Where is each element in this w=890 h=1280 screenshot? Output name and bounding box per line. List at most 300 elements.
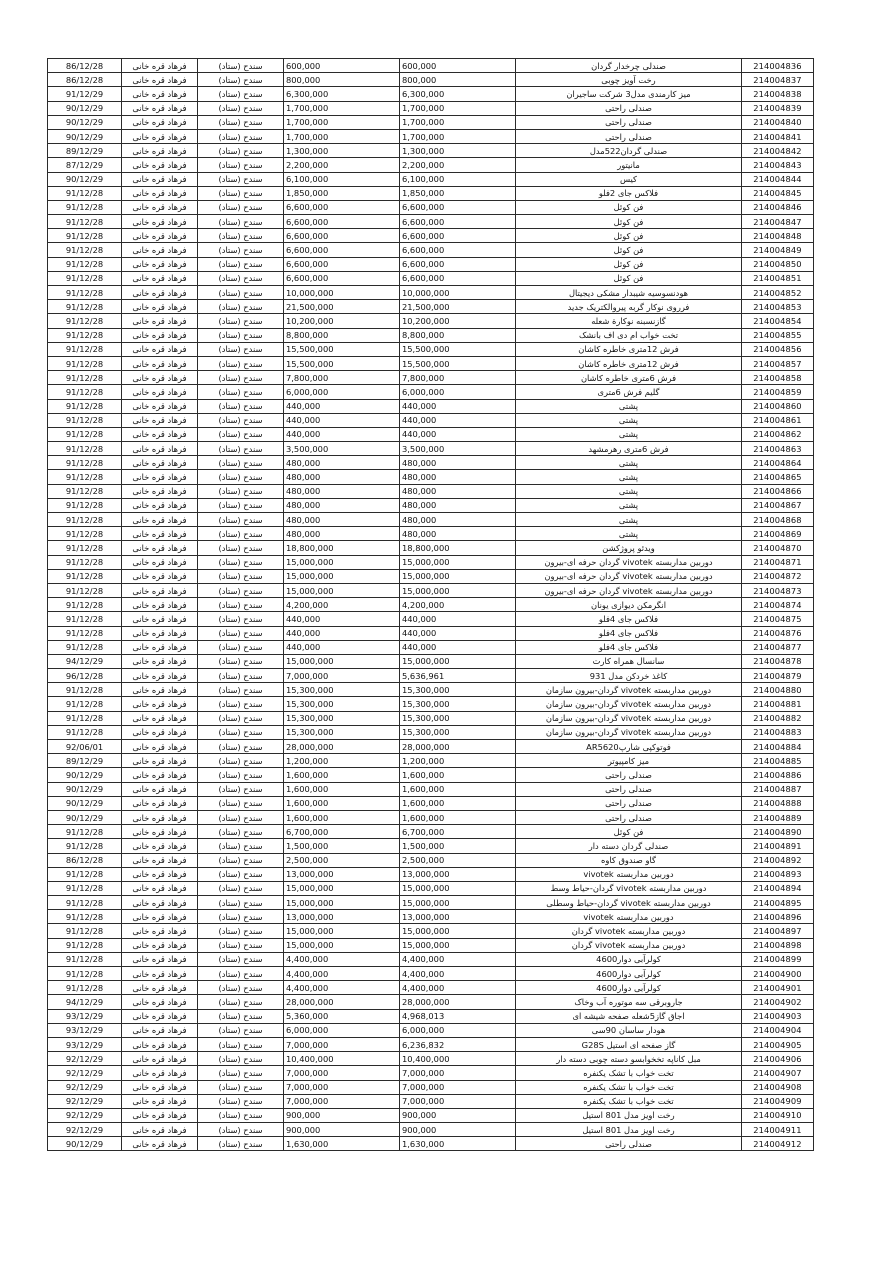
cell-date: 91/12/28	[48, 867, 122, 881]
cell-party: فرهاد قره خانی	[122, 1009, 198, 1023]
table-row	[48, 711, 814, 725]
cell-party: فرهاد قره خانی	[122, 59, 198, 73]
cell-description: فرروی نوکار گربه پیروالکتریک جدید	[516, 300, 742, 314]
cell-date: 91/12/28	[48, 825, 122, 839]
cell-item-code: 214004886	[742, 768, 814, 782]
table-row	[48, 286, 814, 300]
cell-doc-type: سندح (ستاد)	[198, 215, 284, 229]
table-row	[48, 215, 814, 229]
cell-date: 91/12/28	[48, 356, 122, 370]
cell-description: گلیم فرش 6متری	[516, 385, 742, 399]
cell-description: صندلی راحتی	[516, 1137, 742, 1151]
cell-date: 91/12/28	[48, 243, 122, 257]
cell-doc-type: سندح (ستاد)	[198, 144, 284, 158]
cell-doc-type: سندح (ستاد)	[198, 853, 284, 867]
cell-value: 15,000,000	[284, 924, 400, 938]
cell-description: میز کارمندی مدل3 شرکت ساجیران	[516, 87, 742, 101]
cell-party: فرهاد قره خانی	[122, 725, 198, 739]
cell-doc-type: سندح (ستاد)	[198, 314, 284, 328]
cell-doc-type: سندح (ستاد)	[198, 697, 284, 711]
cell-value: 4,400,000	[284, 981, 400, 995]
cell-doc-type: سندح (ستاد)	[198, 640, 284, 654]
cell-value: 6,600,000	[284, 229, 400, 243]
table-row	[48, 129, 814, 143]
table-row	[48, 271, 814, 285]
cell-value: 15,300,000	[284, 697, 400, 711]
cell-description: رخت آویز چوبی	[516, 73, 742, 87]
cell-date: 90/12/29	[48, 782, 122, 796]
cell-party: فرهاد قره خانی	[122, 115, 198, 129]
cell-date: 91/12/28	[48, 598, 122, 612]
cell-value: 15,000,000	[284, 654, 400, 668]
cell-party: فرهاد قره خانی	[122, 782, 198, 796]
cell-description: فن کوئل	[516, 229, 742, 243]
cell-party: فرهاد قره خانی	[122, 371, 198, 385]
cell-value: 440,000	[284, 427, 400, 441]
cell-doc-type: سندح (ستاد)	[198, 810, 284, 824]
cell-doc-type: سندح (ستاد)	[198, 612, 284, 626]
cell-value: 480,000	[284, 527, 400, 541]
cell-date: 91/12/28	[48, 442, 122, 456]
cell-doc-type: سندح (ستاد)	[198, 257, 284, 271]
cell-item-code: 214004895	[742, 896, 814, 910]
cell-party: فرهاد قره خانی	[122, 427, 198, 441]
cell-party: فرهاد قره خانی	[122, 73, 198, 87]
cell-item-code: 214004836	[742, 59, 814, 73]
cell-doc-type: سندح (ستاد)	[198, 200, 284, 214]
cell-date: 91/12/28	[48, 555, 122, 569]
cell-date: 91/12/28	[48, 342, 122, 356]
cell-description: مبل کاناپه تخخوابسو دسته چوبی دسته دار	[516, 1052, 742, 1066]
cell-doc-type: سندح (ستاد)	[198, 229, 284, 243]
cell-item-code: 214004911	[742, 1123, 814, 1137]
cell-date: 92/12/29	[48, 1052, 122, 1066]
cell-doc-type: سندح (ستاد)	[198, 725, 284, 739]
cell-item-code: 214004873	[742, 583, 814, 597]
cell-value: 5,360,000	[284, 1009, 400, 1023]
cell-amount: 15,000,000	[400, 569, 516, 583]
cell-party: فرهاد قره خانی	[122, 186, 198, 200]
cell-party: فرهاد قره خانی	[122, 711, 198, 725]
cell-amount: 6,236,832	[400, 1037, 516, 1051]
cell-amount: 13,000,000	[400, 867, 516, 881]
cell-party: فرهاد قره خانی	[122, 683, 198, 697]
cell-amount: 6,600,000	[400, 243, 516, 257]
cell-party: فرهاد قره خانی	[122, 328, 198, 342]
table-row	[48, 754, 814, 768]
cell-amount: 900,000	[400, 1108, 516, 1122]
table-row	[48, 1094, 814, 1108]
cell-doc-type: سندح (ستاد)	[198, 967, 284, 981]
cell-item-code: 214004875	[742, 612, 814, 626]
cell-date: 86/12/28	[48, 59, 122, 73]
cell-value: 15,300,000	[284, 711, 400, 725]
table-row	[48, 683, 814, 697]
cell-date: 92/12/29	[48, 1066, 122, 1080]
cell-party: فرهاد قره خانی	[122, 583, 198, 597]
cell-description: دوربین مداربسته vivotek	[516, 910, 742, 924]
cell-amount: 15,300,000	[400, 711, 516, 725]
cell-doc-type: سندح (ستاد)	[198, 470, 284, 484]
cell-item-code: 214004901	[742, 981, 814, 995]
table-row	[48, 768, 814, 782]
cell-description: دوربین مداربسته vivotek گردان حرفه ای-بیرون	[516, 569, 742, 583]
cell-doc-type: سندح (ستاد)	[198, 328, 284, 342]
cell-party: فرهاد قره خانی	[122, 896, 198, 910]
cell-party: فرهاد قره خانی	[122, 399, 198, 413]
cell-amount: 1,600,000	[400, 768, 516, 782]
cell-date: 91/12/28	[48, 626, 122, 640]
cell-party: فرهاد قره خانی	[122, 839, 198, 853]
cell-amount: 2,500,000	[400, 853, 516, 867]
table-row	[48, 569, 814, 583]
table-row	[48, 598, 814, 612]
cell-description: پشتی	[516, 427, 742, 441]
cell-date: 91/12/28	[48, 640, 122, 654]
cell-description: اجاق گاز5شعله صفحه شیشه ای	[516, 1009, 742, 1023]
cell-party: فرهاد قره خانی	[122, 257, 198, 271]
cell-description: انگرمکن دیوازی یونان	[516, 598, 742, 612]
cell-item-code: 214004842	[742, 144, 814, 158]
table-row	[48, 314, 814, 328]
cell-date: 91/12/28	[48, 286, 122, 300]
cell-item-code: 214004861	[742, 413, 814, 427]
cell-amount: 15,300,000	[400, 725, 516, 739]
cell-doc-type: سندح (ستاد)	[198, 839, 284, 853]
cell-value: 800,000	[284, 73, 400, 87]
cell-amount: 6,600,000	[400, 215, 516, 229]
cell-amount: 2,200,000	[400, 158, 516, 172]
cell-description: رخت اویز مدل 801 استیل	[516, 1123, 742, 1137]
cell-item-code: 214004838	[742, 87, 814, 101]
cell-value: 6,700,000	[284, 825, 400, 839]
cell-value: 6,600,000	[284, 271, 400, 285]
cell-doc-type: سندح (ستاد)	[198, 896, 284, 910]
table-row	[48, 1108, 814, 1122]
cell-description: دوربین مداربسته vivotek	[516, 867, 742, 881]
cell-description: دوربین مداربسته vivotek گردان	[516, 924, 742, 938]
cell-description: گاو صندوق کاوه	[516, 853, 742, 867]
table-row	[48, 115, 814, 129]
cell-doc-type: سندح (ستاد)	[198, 87, 284, 101]
cell-party: فرهاد قره خانی	[122, 229, 198, 243]
cell-party: فرهاد قره خانی	[122, 456, 198, 470]
cell-description: تخت خواب با تشک یکنفره	[516, 1080, 742, 1094]
cell-date: 91/12/28	[48, 938, 122, 952]
table-row	[48, 484, 814, 498]
cell-description: صندلی گردان دسته دار	[516, 839, 742, 853]
cell-doc-type: سندح (ستاد)	[198, 995, 284, 1009]
cell-item-code: 214004854	[742, 314, 814, 328]
cell-value: 1,600,000	[284, 768, 400, 782]
cell-description: صندلی راحتی	[516, 782, 742, 796]
table-row	[48, 583, 814, 597]
cell-item-code: 214004892	[742, 853, 814, 867]
cell-item-code: 214004864	[742, 456, 814, 470]
cell-doc-type: سندح (ستاد)	[198, 924, 284, 938]
cell-doc-type: سندح (ستاد)	[198, 555, 284, 569]
table-row	[48, 243, 814, 257]
cell-value: 4,400,000	[284, 967, 400, 981]
cell-party: فرهاد قره خانی	[122, 796, 198, 810]
table-row	[48, 669, 814, 683]
cell-doc-type: سندح (ستاد)	[198, 385, 284, 399]
cell-doc-type: سندح (ستاد)	[198, 129, 284, 143]
cell-value: 480,000	[284, 513, 400, 527]
cell-party: فرهاد قره خانی	[122, 967, 198, 981]
cell-description: فرش 12متری خاطره کاشان	[516, 342, 742, 356]
cell-value: 21,500,000	[284, 300, 400, 314]
cell-value: 2,200,000	[284, 158, 400, 172]
table-row	[48, 87, 814, 101]
cell-date: 91/12/28	[48, 981, 122, 995]
cell-description: پشتی	[516, 513, 742, 527]
cell-item-code: 214004909	[742, 1094, 814, 1108]
cell-item-code: 214004906	[742, 1052, 814, 1066]
cell-date: 91/12/28	[48, 527, 122, 541]
cell-description: دوربین مداربسته vivotek گردان حرفه ای-بیرون	[516, 555, 742, 569]
cell-doc-type: سندح (ستاد)	[198, 740, 284, 754]
cell-date: 91/12/28	[48, 711, 122, 725]
cell-date: 91/12/28	[48, 952, 122, 966]
cell-item-code: 214004904	[742, 1023, 814, 1037]
cell-description: فن کوئل	[516, 271, 742, 285]
cell-amount: 15,000,000	[400, 938, 516, 952]
cell-amount: 480,000	[400, 470, 516, 484]
cell-party: فرهاد قره خانی	[122, 314, 198, 328]
cell-item-code: 214004866	[742, 484, 814, 498]
cell-item-code: 214004900	[742, 967, 814, 981]
cell-value: 1,630,000	[284, 1137, 400, 1151]
cell-value: 600,000	[284, 59, 400, 73]
table-row	[48, 612, 814, 626]
table-row	[48, 427, 814, 441]
cell-amount: 1,850,000	[400, 186, 516, 200]
cell-item-code: 214004841	[742, 129, 814, 143]
table-row	[48, 200, 814, 214]
cell-doc-type: سندح (ستاد)	[198, 73, 284, 87]
table-row	[48, 924, 814, 938]
cell-description: فن کوئل	[516, 200, 742, 214]
cell-description: فرش 12متری خاطره کاشان	[516, 356, 742, 370]
cell-item-code: 214004865	[742, 470, 814, 484]
cell-amount: 7,000,000	[400, 1080, 516, 1094]
cell-description: فن کوئل	[516, 825, 742, 839]
cell-item-code: 214004908	[742, 1080, 814, 1094]
cell-amount: 4,400,000	[400, 981, 516, 995]
cell-item-code: 214004858	[742, 371, 814, 385]
table-row	[48, 995, 814, 1009]
cell-description: پشتی	[516, 456, 742, 470]
cell-amount: 8,800,000	[400, 328, 516, 342]
cell-amount: 21,500,000	[400, 300, 516, 314]
cell-party: فرهاد قره خانی	[122, 995, 198, 1009]
cell-description: هودار ساسان 90سی	[516, 1023, 742, 1037]
table-row	[48, 399, 814, 413]
cell-party: فرهاد قره خانی	[122, 158, 198, 172]
cell-doc-type: سندح (ستاد)	[198, 371, 284, 385]
cell-description: فوتوکپی شارپAR5620	[516, 740, 742, 754]
cell-value: 8,800,000	[284, 328, 400, 342]
table-row	[48, 910, 814, 924]
cell-value: 1,300,000	[284, 144, 400, 158]
cell-amount: 1,600,000	[400, 810, 516, 824]
table-row	[48, 371, 814, 385]
table-row	[48, 342, 814, 356]
cell-value: 15,500,000	[284, 356, 400, 370]
cell-description: میز کامپیوتر	[516, 754, 742, 768]
cell-date: 89/12/29	[48, 144, 122, 158]
cell-value: 10,000,000	[284, 286, 400, 300]
cell-description: فلاکس جای 2فلو	[516, 186, 742, 200]
cell-party: فرهاد قره خانی	[122, 513, 198, 527]
cell-doc-type: سندح (ستاد)	[198, 513, 284, 527]
cell-amount: 1,500,000	[400, 839, 516, 853]
table-row	[48, 626, 814, 640]
cell-description: دوربین مداربسته vivotek گردان-حیاط وسطلی	[516, 896, 742, 910]
cell-date: 92/06/01	[48, 740, 122, 754]
cell-amount: 15,000,000	[400, 583, 516, 597]
cell-party: فرهاد قره خانی	[122, 1108, 198, 1122]
cell-party: فرهاد قره خانی	[122, 740, 198, 754]
cell-description: دوربین مداربسته vivotek گردان حرفه ای-بیرون	[516, 583, 742, 597]
cell-description: صندلی راحتی	[516, 810, 742, 824]
cell-amount: 15,000,000	[400, 881, 516, 895]
cell-amount: 440,000	[400, 399, 516, 413]
cell-amount: 3,500,000	[400, 442, 516, 456]
cell-doc-type: سندح (ستاد)	[198, 754, 284, 768]
cell-party: فرهاد قره خانی	[122, 101, 198, 115]
table-row	[48, 881, 814, 895]
cell-value: 440,000	[284, 612, 400, 626]
cell-date: 89/12/29	[48, 754, 122, 768]
cell-party: فرهاد قره خانی	[122, 243, 198, 257]
cell-value: 18,800,000	[284, 541, 400, 555]
cell-date: 91/12/28	[48, 314, 122, 328]
table-row	[48, 1080, 814, 1094]
cell-date: 91/12/28	[48, 427, 122, 441]
cell-value: 440,000	[284, 399, 400, 413]
cell-item-code: 214004893	[742, 867, 814, 881]
cell-doc-type: سندح (ستاد)	[198, 683, 284, 697]
cell-description: سانسال همراه کارت	[516, 654, 742, 668]
cell-amount: 15,300,000	[400, 683, 516, 697]
cell-description: فلاکس جای 4فلو	[516, 612, 742, 626]
cell-date: 91/12/28	[48, 371, 122, 385]
cell-date: 91/12/28	[48, 924, 122, 938]
cell-date: 90/12/29	[48, 129, 122, 143]
cell-date: 91/12/28	[48, 725, 122, 739]
cell-date: 91/12/28	[48, 470, 122, 484]
cell-date: 92/12/29	[48, 1123, 122, 1137]
cell-party: فرهاد قره خانی	[122, 924, 198, 938]
cell-party: فرهاد قره خانی	[122, 1052, 198, 1066]
cell-amount: 6,600,000	[400, 200, 516, 214]
cell-party: فرهاد قره خانی	[122, 1066, 198, 1080]
cell-amount: 10,400,000	[400, 1052, 516, 1066]
cell-item-code: 214004884	[742, 740, 814, 754]
table-row	[48, 442, 814, 456]
cell-amount: 6,100,000	[400, 172, 516, 186]
cell-value: 4,400,000	[284, 952, 400, 966]
cell-date: 91/12/28	[48, 484, 122, 498]
cell-date: 90/12/29	[48, 768, 122, 782]
cell-doc-type: سندح (ستاد)	[198, 158, 284, 172]
cell-party: فرهاد قره خانی	[122, 867, 198, 881]
cell-description: هودنسوسیه شیبدار مشکی دیجیتال	[516, 286, 742, 300]
cell-doc-type: سندح (ستاد)	[198, 1108, 284, 1122]
cell-date: 92/12/29	[48, 1108, 122, 1122]
cell-value: 480,000	[284, 484, 400, 498]
cell-item-code: 214004897	[742, 924, 814, 938]
cell-amount: 6,300,000	[400, 87, 516, 101]
table-row	[48, 527, 814, 541]
table-row	[48, 385, 814, 399]
cell-description: صندلی راحتی	[516, 101, 742, 115]
cell-description: دوربین مداربسته vivotek گردان	[516, 938, 742, 952]
cell-value: 4,200,000	[284, 598, 400, 612]
cell-item-code: 214004882	[742, 711, 814, 725]
cell-date: 91/12/28	[48, 328, 122, 342]
cell-description: پشتی	[516, 470, 742, 484]
cell-value: 900,000	[284, 1108, 400, 1122]
table-row	[48, 300, 814, 314]
cell-date: 94/12/29	[48, 995, 122, 1009]
table-row	[48, 59, 814, 73]
cell-item-code: 214004905	[742, 1037, 814, 1051]
cell-amount: 900,000	[400, 1123, 516, 1137]
cell-doc-type: سندح (ستاد)	[198, 881, 284, 895]
cell-item-code: 214004883	[742, 725, 814, 739]
table-row	[48, 1052, 814, 1066]
cell-party: فرهاد قره خانی	[122, 498, 198, 512]
cell-value: 440,000	[284, 413, 400, 427]
cell-item-code: 214004863	[742, 442, 814, 456]
cell-date: 91/12/28	[48, 186, 122, 200]
table-row	[48, 896, 814, 910]
cell-party: فرهاد قره خانی	[122, 1094, 198, 1108]
cell-item-code: 214004874	[742, 598, 814, 612]
cell-doc-type: سندح (ستاد)	[198, 300, 284, 314]
cell-doc-type: سندح (ستاد)	[198, 1066, 284, 1080]
cell-value: 13,000,000	[284, 867, 400, 881]
cell-party: فرهاد قره خانی	[122, 825, 198, 839]
cell-party: فرهاد قره خانی	[122, 1037, 198, 1051]
cell-date: 91/12/28	[48, 413, 122, 427]
cell-doc-type: سندح (ستاد)	[198, 867, 284, 881]
cell-date: 91/12/28	[48, 683, 122, 697]
cell-doc-type: سندح (ستاد)	[198, 981, 284, 995]
cell-date: 86/12/28	[48, 73, 122, 87]
cell-description: پشتی	[516, 527, 742, 541]
table-row	[48, 1023, 814, 1037]
cell-party: فرهاد قره خانی	[122, 569, 198, 583]
cell-item-code: 214004903	[742, 1009, 814, 1023]
cell-date: 91/12/28	[48, 456, 122, 470]
table-row	[48, 938, 814, 952]
cell-doc-type: سندح (ستاد)	[198, 356, 284, 370]
cell-value: 6,000,000	[284, 385, 400, 399]
cell-description: کولرآبی دوار4600	[516, 967, 742, 981]
table-row	[48, 825, 814, 839]
cell-description: تخت خواب با تشک یکنفره	[516, 1094, 742, 1108]
cell-amount: 6,600,000	[400, 257, 516, 271]
cell-party: فرهاد قره خانی	[122, 626, 198, 640]
cell-value: 28,000,000	[284, 740, 400, 754]
cell-doc-type: سندح (ستاد)	[198, 1137, 284, 1151]
table-row	[48, 413, 814, 427]
cell-amount: 480,000	[400, 527, 516, 541]
